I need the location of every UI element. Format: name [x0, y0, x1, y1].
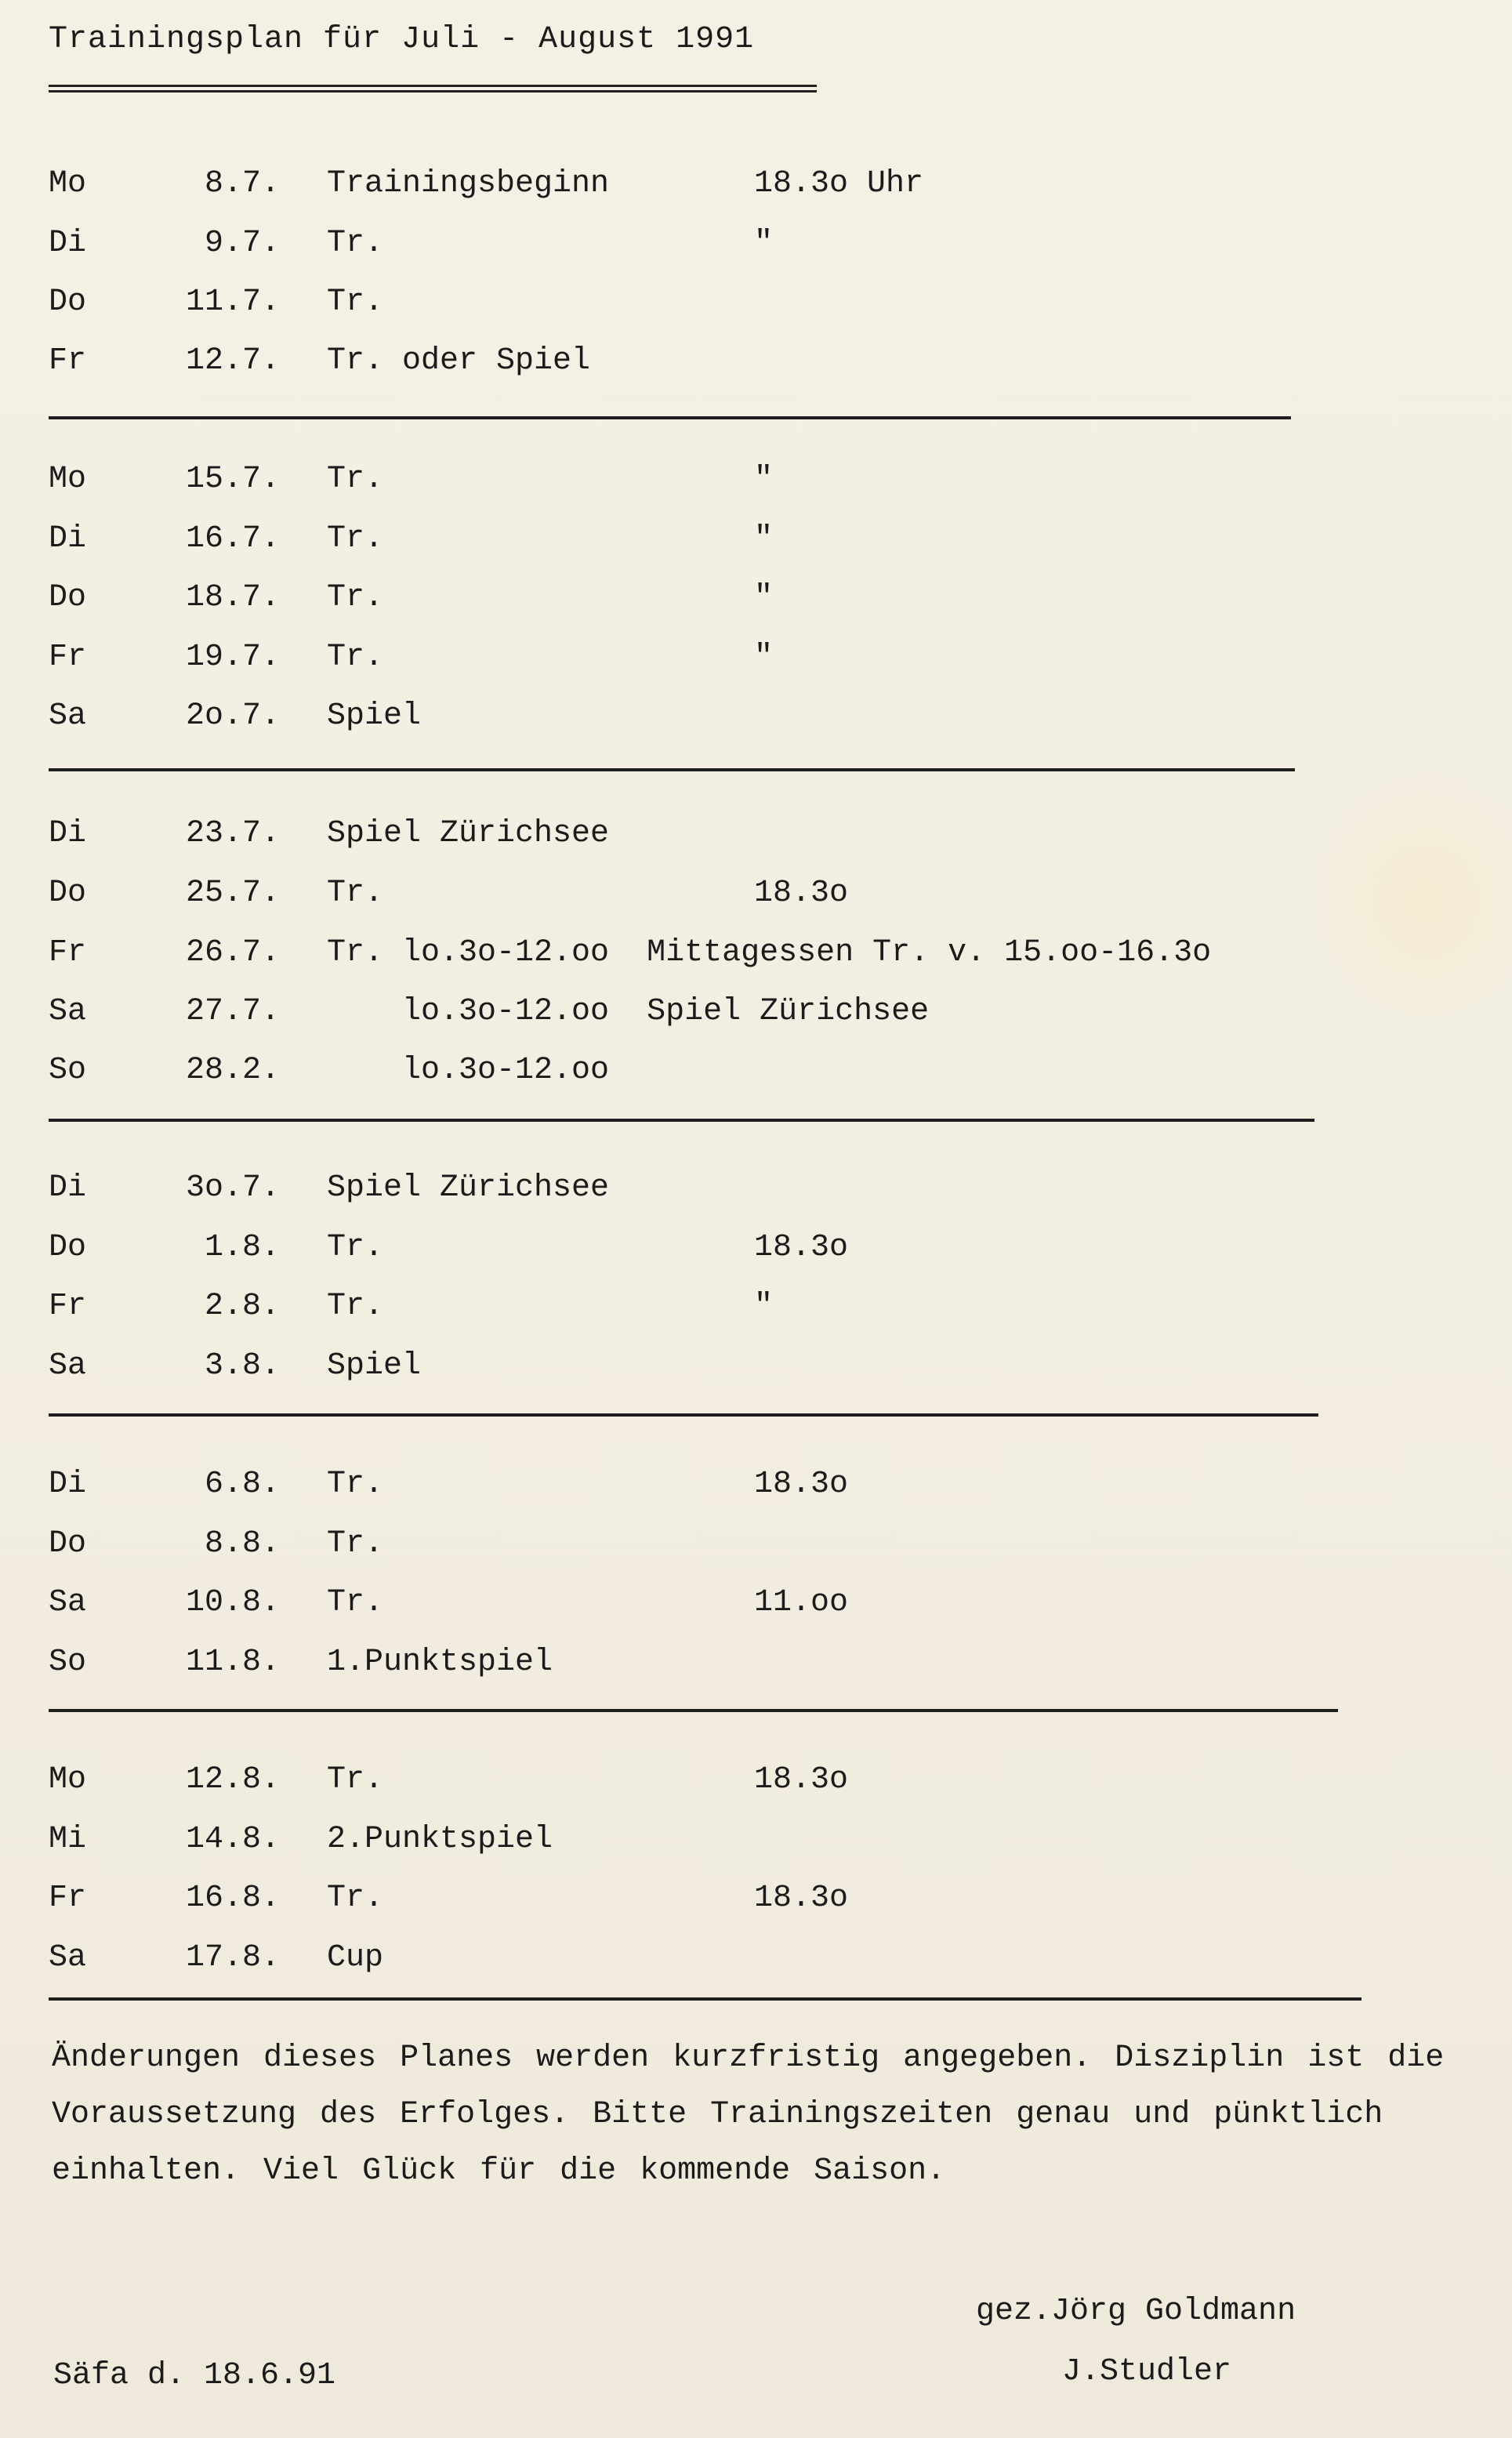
schedule-row [49, 575, 1459, 622]
row-day: Do [49, 580, 87, 615]
row-date: 17.8. [185, 1940, 280, 1975]
row-day: Do [49, 285, 87, 320]
row-date: 16.7. [185, 521, 280, 557]
row-date: 3o.7. [185, 1170, 280, 1206]
schedule-row [49, 1580, 1459, 1627]
row-activity: Tr. [327, 1230, 384, 1265]
row-day: Di [49, 226, 87, 261]
row-activity: Tr. [327, 1526, 384, 1562]
schedule-row [49, 456, 1459, 503]
row-activity: Tr. [327, 580, 384, 615]
row-day: Di [49, 521, 87, 557]
schedule-row [49, 1224, 1459, 1272]
schedule-row [49, 220, 1459, 267]
row-activity: Tr. oder Spiel [327, 343, 591, 379]
row-activity: 2.Punktspiel [327, 1822, 553, 1857]
schedule-row [49, 634, 1459, 681]
row-day: Sa [49, 1940, 87, 1975]
row-activity: Tr. [327, 1467, 384, 1502]
row-day: Mo [49, 1762, 87, 1798]
schedule-row [49, 516, 1459, 563]
row-activity: Tr. [327, 1762, 384, 1798]
row-activity: Trainingsbeginn [327, 166, 610, 201]
row-activity: lo.3o-12.oo [327, 1053, 610, 1088]
row-day: Mi [49, 1822, 87, 1857]
row-time: " [754, 1289, 774, 1324]
row-day: Fr [49, 1881, 87, 1916]
schedule-row [49, 1461, 1459, 1508]
row-date: 23.7. [185, 816, 280, 851]
row-day: Sa [49, 698, 87, 734]
row-date: 14.8. [185, 1822, 280, 1857]
row-day: Mo [49, 462, 87, 497]
row-date: 9.7. [204, 226, 280, 261]
document-title: Trainingsplan für Juli - August 1991 [49, 22, 755, 57]
schedule-row [49, 930, 1459, 977]
row-activity: Spiel [327, 698, 422, 734]
row-day: So [49, 1053, 87, 1088]
schedule-row [49, 1047, 1459, 1094]
place-date: Säfa d. 18.6.91 [53, 2358, 336, 2393]
row-date: 8.7. [204, 166, 280, 201]
row-time: 18.3o [754, 1467, 849, 1502]
week-divider [49, 416, 1291, 419]
row-day: Di [49, 1467, 87, 1502]
row-date: 6.8. [204, 1467, 280, 1502]
row-time: " [754, 580, 774, 615]
row-time: 18.3o Uhr [754, 166, 924, 201]
row-activity: Cup [327, 1940, 384, 1975]
row-activity: Tr. [327, 1585, 384, 1620]
row-day: Do [49, 1230, 87, 1265]
row-date: 11.7. [185, 285, 280, 320]
row-activity: 1.Punktspiel [327, 1645, 553, 1680]
row-date: 12.8. [185, 1762, 280, 1798]
week-divider [49, 1709, 1338, 1712]
schedule-row [49, 1283, 1459, 1330]
row-date: 10.8. [185, 1585, 280, 1620]
row-day: Fr [49, 935, 87, 970]
schedule-row [49, 1875, 1459, 1922]
row-activity: Tr. lo.3o-12.oo Mittagessen Tr. v. 15.oo-16.3o [327, 935, 1212, 970]
schedule-row [49, 693, 1459, 740]
row-date: 2.8. [204, 1289, 280, 1324]
row-day: Fr [49, 640, 87, 675]
row-activity: Spiel Zürichsee [327, 1170, 610, 1206]
week-divider [49, 768, 1295, 771]
schedule-row [49, 1816, 1459, 1863]
row-time: 18.3o [754, 1230, 849, 1265]
row-activity: Spiel Zürichsee [327, 816, 610, 851]
row-day: Fr [49, 1289, 87, 1324]
row-activity: Tr. [327, 1881, 384, 1916]
row-day: Fr [49, 343, 87, 379]
row-time: " [754, 462, 774, 497]
schedule-row [49, 1343, 1459, 1390]
row-day: Di [49, 816, 87, 851]
row-day: Sa [49, 1585, 87, 1620]
row-time: 18.3o [754, 1881, 849, 1916]
schedule-row [49, 1521, 1459, 1568]
row-time: 18.3o [754, 1762, 849, 1798]
row-day: Sa [49, 1348, 87, 1384]
row-time: " [754, 521, 774, 557]
row-activity: Spiel [327, 1348, 422, 1384]
row-time: " [754, 226, 774, 261]
row-time: 11.oo [754, 1585, 849, 1620]
week-divider [49, 1119, 1314, 1122]
row-date: 11.8. [185, 1645, 280, 1680]
row-date: 8.8. [204, 1526, 280, 1562]
row-date: 16.8. [185, 1881, 280, 1916]
row-date: 18.7. [185, 580, 280, 615]
row-day: Do [49, 1526, 87, 1562]
schedule-row [49, 1639, 1459, 1686]
row-activity: Tr. [327, 1289, 384, 1324]
row-day: Sa [49, 994, 87, 1029]
schedule-row [49, 870, 1459, 917]
row-activity: Tr. [327, 226, 384, 261]
schedule-row [49, 811, 1459, 858]
signature-line-2: J.Studler [1062, 2354, 1232, 2389]
row-activity: Tr. [327, 640, 384, 675]
schedule-row [49, 279, 1459, 326]
row-activity: Tr. [327, 521, 384, 557]
notice-text: Änderungen dieses Planes werden kurzfristig angegeben. Disziplin ist die Voraussetzung des Erfolges. Bitte Trainingszeiten genau und pünktlich einhalten. Viel Glück für die kommende Saison. [52, 2041, 1445, 2189]
row-date: 27.7. [185, 994, 280, 1029]
row-day: Mo [49, 166, 87, 201]
row-date: 28.2. [185, 1053, 280, 1088]
row-time: " [754, 640, 774, 675]
row-date: 3.8. [204, 1348, 280, 1384]
row-date: 2o.7. [185, 698, 280, 734]
row-day: Do [49, 876, 87, 911]
row-date: 25.7. [185, 876, 280, 911]
schedule-row [49, 989, 1459, 1036]
week-divider [49, 1997, 1362, 2001]
schedule-row [49, 1935, 1459, 1982]
row-date: 15.7. [185, 462, 280, 497]
title-underline [49, 85, 817, 93]
schedule-row [49, 338, 1459, 385]
week-divider [49, 1413, 1318, 1417]
row-date: 19.7. [185, 640, 280, 675]
row-activity: lo.3o-12.oo Spiel Zürichsee [327, 994, 930, 1029]
row-date: 1.8. [204, 1230, 280, 1265]
row-activity: Tr. [327, 876, 384, 911]
row-time: 18.3o [754, 876, 849, 911]
schedule-row [49, 161, 1459, 208]
row-activity: Tr. [327, 462, 384, 497]
row-date: 12.7. [185, 343, 280, 379]
row-date: 26.7. [185, 935, 280, 970]
row-day: So [49, 1645, 87, 1680]
schedule-row [49, 1165, 1459, 1212]
row-activity: Tr. [327, 285, 384, 320]
signature-line-1: gez.Jörg Goldmann [976, 2294, 1296, 2329]
row-day: Di [49, 1170, 87, 1206]
schedule-row [49, 1757, 1459, 1804]
